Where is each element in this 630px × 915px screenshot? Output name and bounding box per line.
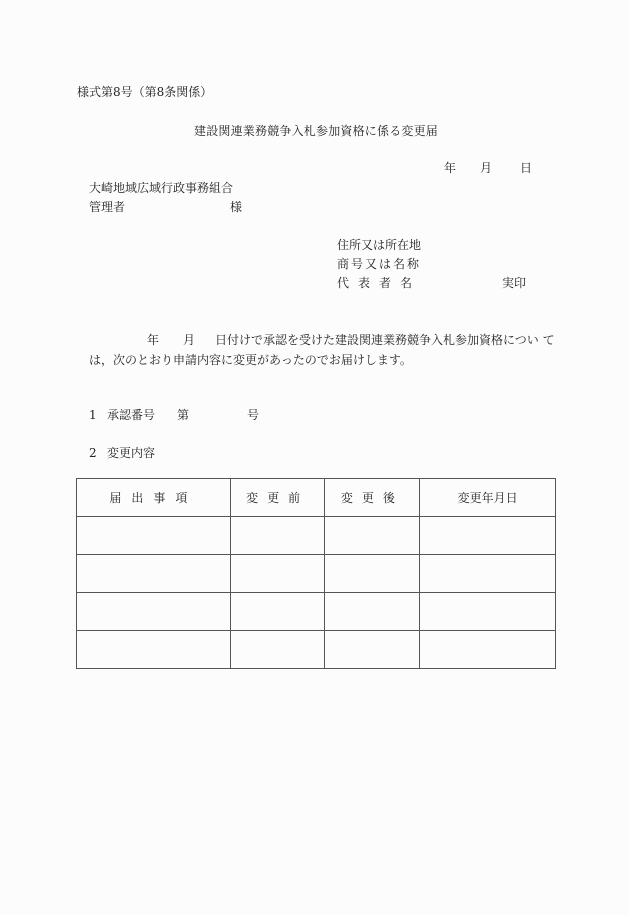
addressee-honorific: 様 bbox=[230, 200, 243, 214]
header-change-date: 変更年月日 bbox=[420, 479, 556, 517]
applicant-representative-label: 代表者名 bbox=[337, 276, 422, 290]
table-row bbox=[77, 517, 556, 555]
addressee-organization: 大崎地域広域行政事務組合 bbox=[89, 181, 234, 195]
cell-before-change bbox=[230, 555, 325, 593]
approval-number-prefix: 第 bbox=[177, 408, 190, 422]
applicant-name-label: 商号又は名称 bbox=[337, 257, 422, 271]
cell-after-change bbox=[325, 631, 420, 669]
cell-before-change bbox=[230, 593, 325, 631]
date-month-label: 月 bbox=[480, 161, 493, 175]
cell-after-change bbox=[325, 593, 420, 631]
seal-label: 実印 bbox=[502, 276, 527, 290]
item-number: 2 bbox=[89, 446, 97, 460]
body-line-1 bbox=[89, 330, 555, 350]
form-number: 様式第8号（第8条関係） bbox=[77, 85, 213, 99]
cell-after-change bbox=[325, 517, 420, 555]
cell-after-change bbox=[325, 555, 420, 593]
item-number: 1 bbox=[89, 408, 97, 422]
submission-date bbox=[444, 159, 532, 176]
change-details-label: 変更内容 bbox=[107, 446, 156, 460]
cell-change-date bbox=[420, 631, 556, 669]
date-year-label: 年 bbox=[444, 161, 457, 175]
cell-change-date bbox=[420, 593, 556, 631]
cell-change-date bbox=[420, 517, 556, 555]
cell-notification-item bbox=[77, 517, 231, 555]
applicant-representative bbox=[337, 274, 421, 291]
cell-change-date bbox=[420, 555, 556, 593]
document-title: 建設関連業務競争入札参加資格に係る変更届 bbox=[194, 124, 439, 138]
body-year-label: 年 bbox=[147, 333, 160, 347]
table-row bbox=[77, 593, 556, 631]
cell-notification-item bbox=[77, 555, 231, 593]
change-details-item bbox=[89, 444, 155, 461]
approval-number-item bbox=[89, 406, 259, 423]
date-day-label: 日 bbox=[520, 161, 533, 175]
body-line-1-text: 日付けで承認を受けた建設関連業務競争入札参加資格につい て bbox=[215, 333, 555, 347]
addressee-title: 管理者 bbox=[89, 200, 126, 214]
approval-number-suffix: 号 bbox=[247, 408, 260, 422]
cell-before-change bbox=[230, 517, 325, 555]
approval-number-label: 承認番号 bbox=[107, 408, 156, 422]
changes-table bbox=[76, 478, 556, 669]
header-before-change: 変更前 bbox=[230, 479, 325, 517]
applicant-address-label: 住所又は所在地 bbox=[337, 238, 422, 252]
header-after-change: 変更後 bbox=[325, 479, 420, 517]
cell-before-change bbox=[230, 631, 325, 669]
table-row bbox=[77, 631, 556, 669]
table-row bbox=[77, 555, 556, 593]
cell-notification-item bbox=[77, 593, 231, 631]
cell-notification-item bbox=[77, 631, 231, 669]
table-header-row bbox=[77, 479, 556, 517]
body-line-2: は，次のとおり申請内容に変更があったのでお届けします。 bbox=[89, 353, 412, 367]
body-paragraph bbox=[89, 330, 555, 370]
header-notification-item: 届出事項 bbox=[77, 479, 231, 517]
body-month-label: 月 bbox=[183, 333, 196, 347]
